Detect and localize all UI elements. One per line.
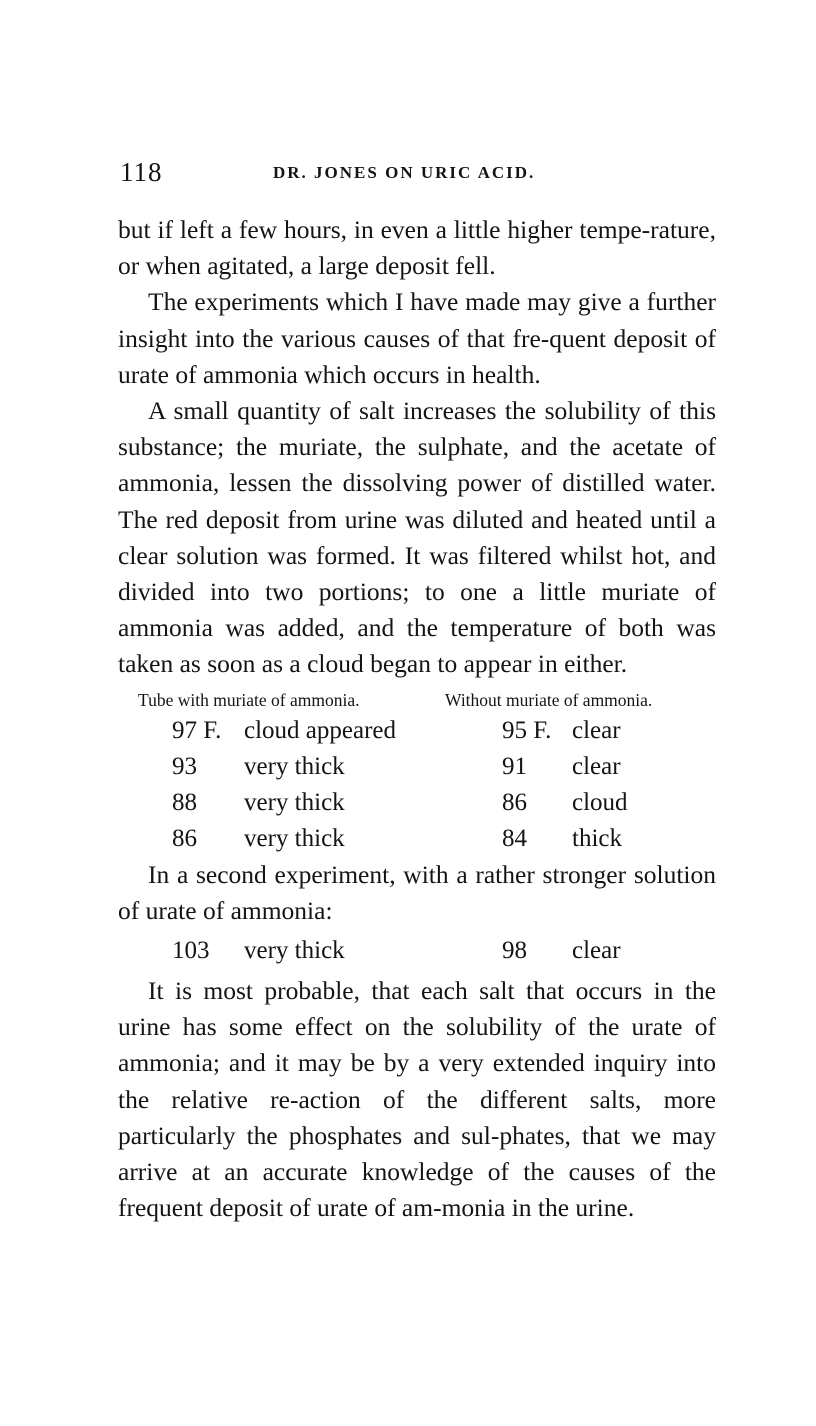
table-header [138,687,716,713]
column-header: Without muriate of ammonia. [445,689,653,710]
table-row [172,821,716,857]
table-row [172,713,716,749]
paragraph: It is most probable, that each salt that occurs in the urine has some effect on the solubility of the urate of ammonia; and it may be by a very extended inquiry into the relative re-action of the different salts, more particularly the phosphates and sul-phates, that we may arrive at an accurate knowledge of the causes of the frequent deposit of urate of am-monia in the urine. [118,976,716,1223]
table-cell: 91 [502,752,527,780]
page-number: 118 [120,157,163,187]
table-cell: very thick [244,824,345,852]
table-row [172,933,716,969]
table-cell: clear [572,752,621,780]
table-cell: 95 F. [502,716,552,744]
paragraph: The experiments which I have made may give a further insight into the various causes of that fre-quent deposit of urate of ammonia which occurs in health. [118,287,716,389]
running-title: DR. JONES ON URIC ACID. [273,163,536,182]
table-cell: clear [572,937,621,965]
table-cell: cloud appeared [244,716,397,744]
table-cell: 88 [172,788,197,816]
results-table [118,687,716,857]
paragraph: but if left a few hours, in even a little higher tempe-rature, or when agitated, a large deposit fell. [118,215,716,281]
table-cell: thick [572,824,622,852]
table-cell: 97 F. [172,716,222,744]
table-cell: cloud [572,788,628,816]
table-cell: very thick [244,752,345,780]
column-header: Tube with muriate of ammonia. [138,689,360,710]
table-cell: clear [572,716,621,744]
paragraph: In a second experiment, with a rather stronger solution of urate of ammonia: [118,859,716,925]
table-row [172,785,716,821]
page-body [118,212,716,1226]
table-cell: 84 [502,824,527,852]
page-header [120,157,720,191]
table-cell: very thick [244,937,345,965]
table-cell: very thick [244,788,345,816]
table-cell: 86 [172,824,197,852]
table-row [172,749,716,785]
table-cell: 86 [502,788,527,816]
paragraph: A small quantity of salt increases the solubility of this substance; the muriate, the sulphate, and the acetate of ammonia, lessen the dissolving power of distilled water. The red deposit from urine was diluted and heated until a clear solution was formed. It was filtered whilst hot, and divided into two portions; to one a little muriate of ammonia was added, and the temperature of both was taken as soon as a cloud began to appear in either. [118,396,716,679]
table-cell: 98 [502,937,527,965]
table-cell: 103 [172,937,210,965]
table-cell: 93 [172,752,197,780]
